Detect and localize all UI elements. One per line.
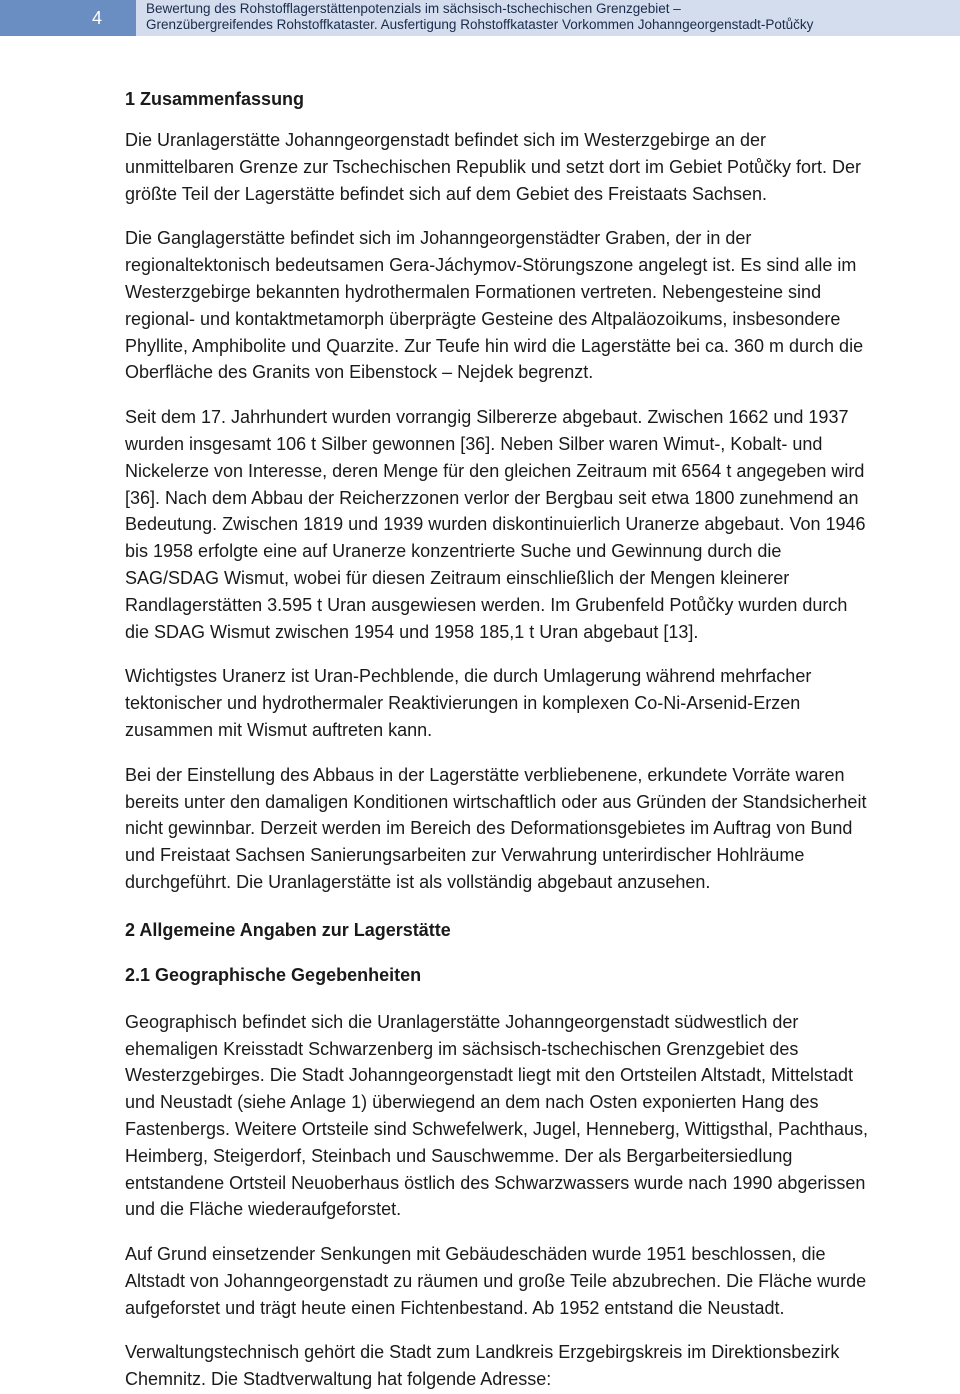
text-line: Die Uranlagerstätte Johanngeorgenstadt befindet sich im Westerzgebirge an der — [125, 130, 767, 150]
text-line: nicht gewinnbar. Derzeit werden im Bereich des Deformationsgebietes im Auftrag von Bund — [125, 818, 853, 839]
text-line: und die Fläche wiederaufgeforstet. — [125, 1199, 402, 1220]
text-line: regionaltektonisch bedeutsamen Gera-Jáchymov-Störungszone angelegt ist. Es sind alle im — [125, 255, 857, 276]
text-line: Seit dem 17. Jahrhundert wurden vorrangig Silbererze abgebaut. Zwischen 1662 und 1937 — [125, 407, 849, 428]
text-line: durchgeführt. Die Uranlagerstätte ist als vollständig abgebaut anzusehen. — [125, 871, 711, 892]
text-line: tektonischer und hydrothermaler Reaktivierungen in komplexen Co-Ni-Arsenid-Erzen — [125, 693, 801, 714]
paragraph — [125, 404, 960, 645]
text-line: unmittelbaren Grenze zur Tschechischen Republik und setzt dort im Gebiet Potůčky fort. Der — [125, 156, 862, 177]
text-line: und Neustadt (siehe Anlage 1) überwiegend an dem nach Osten exponierten Hang des — [125, 1092, 819, 1113]
text-line: Nickelerze von Interesse, deren Menge für den gleichen Zeitraum mit 6564 t angegeben wird — [125, 460, 865, 481]
paragraph — [125, 663, 960, 743]
paragraph — [125, 1339, 960, 1393]
page-number: 4 — [0, 0, 136, 36]
paragraph — [125, 762, 960, 896]
text-line: Randlagerstätten 3.595 t Uran ausgewiesen werden. Im Grubenfeld Potůčky wurden durch — [125, 594, 848, 615]
text-line: entstandene Ortsteil Neuoberhaus östlich des Schwarzwassers wurde nach 1990 abgerissen — [125, 1172, 866, 1193]
text-line: Chemnitz. Die Stadtverwaltung hat folgende Adresse: — [125, 1369, 552, 1390]
text-line: Geographisch befindet sich die Uranlagerstätte Johanngeorgenstadt südwestlich der — [125, 1011, 799, 1032]
text-line: [36]. Nach dem Abbau der Reicherzzonen verlor der Bergbau seit etwa 1800 zunehmend an — [125, 487, 859, 508]
page-content — [125, 88, 960, 1393]
text-line: ehemaligen Kreisstadt Schwarzenberg im sächsisch-tschechischen Grenzgebiet des — [125, 1038, 799, 1059]
paragraph — [125, 225, 960, 386]
paragraph — [125, 1241, 960, 1321]
running-header-line-1: Bewertung des Rohstofflagerstättenpotenzials im sächsisch-tschechischen Grenzgebiet – — [146, 1, 681, 16]
text-line: Oberfläche des Granits von Eibenstock – Nejdek begrenzt. — [125, 362, 594, 383]
paragraph — [125, 1009, 960, 1223]
text-line: Westerzgebirges. Die Stadt Johanngeorgenstadt liegt mit den Ortsteilen Altstadt, Mittelstadt — [125, 1065, 854, 1086]
paragraph — [125, 127, 960, 207]
text-line: zusammen mit Wismut auftreten kann. — [125, 719, 433, 740]
text-line: regional- und kontaktmetamorph überprägte Gesteine des Altpaläozoikums, insbesondere — [125, 308, 841, 329]
text-line: Heimberg, Steigerdorf, Steinbach und Sauschwemme. Der als Bergarbeitersiedlung — [125, 1145, 793, 1166]
text-line: die SDAG Wismut zwischen 1954 und 1958 185,1 t Uran abgebaut [13]. — [125, 621, 699, 642]
text-line: aufgeforstet und trägt heute einen Fichtenbestand. Ab 1952 entstand die Neustadt. — [125, 1297, 785, 1318]
text-line: Westerzgebirge bekannten hydrothermalen Formationen vertreten. Nebengesteine sind — [125, 281, 822, 302]
section-heading-zusammenfassung: 1 Zusammenfassung — [125, 89, 305, 109]
text-line: SAG/SDAG Wismut, wobei für diesen Zeitraum einschließlich der Mengen kleinerer — [125, 567, 790, 588]
text-line: Bei der Einstellung des Abbaus in der Lagerstätte verbliebenene, erkundete Vorräte waren — [125, 764, 845, 785]
text-line: wurden insgesamt 106 t Silber gewonnen [36]. Neben Silber waren Wimut-, Kobalt- und — [125, 433, 823, 454]
text-line: Altstadt von Johanngeorgenstadt zu räumen und große Teile abzubrechen. Die Fläche wurde — [125, 1270, 867, 1291]
text-line: bis 1958 erfolgte eine auf Uranerze konzentrierte Suche und Gewinnung durch die — [125, 541, 782, 562]
running-header-line-2: Grenzübergreifendes Rohstoffkataster. Ausfertigung Rohstoffkataster Vorkommen Johanngeorgenstadt-Potůčky — [146, 17, 814, 32]
subsection-heading-geographie: 2.1 Geographische Gegebenheiten — [125, 964, 422, 985]
text-line: Die Ganglagerstätte befindet sich im Johanngeorgenstädter Graben, der in der — [125, 228, 752, 249]
text-line: Wichtigstes Uranerz ist Uran-Pechblende, die durch Umlagerung während mehrfacher — [125, 666, 812, 687]
section-heading-allgemeine-angaben: 2 Allgemeine Angaben zur Lagerstätte — [125, 919, 451, 940]
running-header — [146, 1, 813, 33]
text-line: Auf Grund einsetzender Senkungen mit Gebäudeschäden wurde 1951 beschlossen, die — [125, 1244, 826, 1265]
text-line: bereits unter den damaligen Konditionen wirtschaftlich oder aus Gründen der Standsicherheit — [125, 791, 867, 812]
text-line: und Freistaat Sachsen Sanierungsarbeiten zur Verwahrung unterirdischer Hohlräume — [125, 845, 805, 866]
text-line: Phyllite, Amphibolite und Quarzite. Zur Teufe hin wird die Lagerstätte bei ca. 360 m durch die — [125, 335, 864, 356]
text-line: größte Teil der Lagerstätte befindet sich auf dem Gebiet des Freistaats Sachsen. — [125, 183, 768, 204]
text-line: Fastenbergs. Weitere Ortsteile sind Schwefelwerk, Jugel, Henneberg, Wittigsthal, Pachthaus, — [125, 1118, 869, 1139]
text-line: Bedeutung. Zwischen 1819 und 1939 wurden diskontinuierlich Uranerze abgebaut. Von 1946 — [125, 514, 866, 535]
text-line: Verwaltungstechnisch gehört die Stadt zum Landkreis Erzgebirgskreis im Direktionsbezirk — [125, 1342, 840, 1363]
